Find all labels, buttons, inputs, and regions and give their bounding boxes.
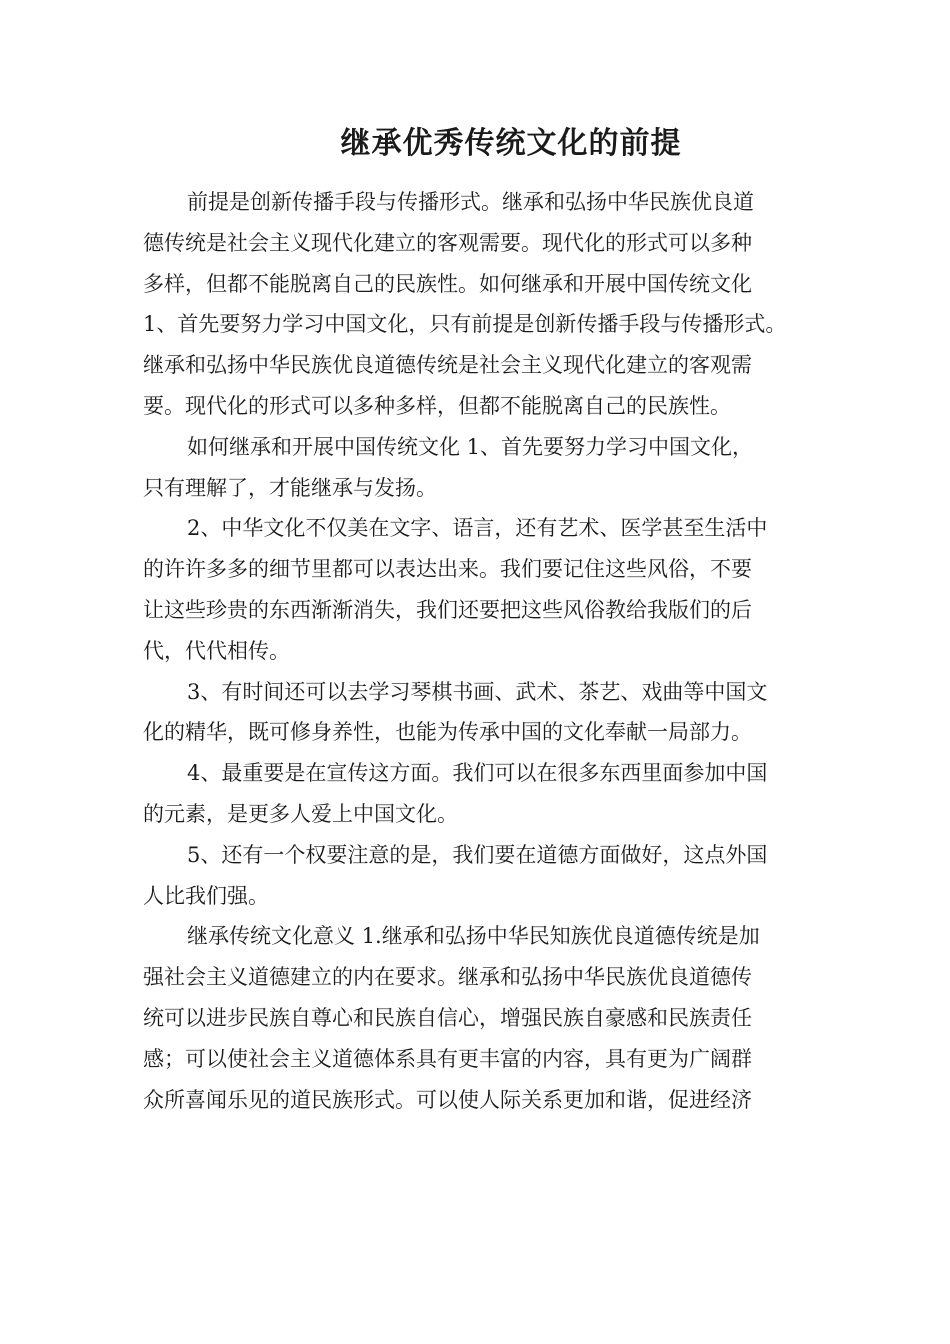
body-text-line: 2、中华文化不仅美在文字、语言，还有艺术、医学甚至生活中 — [187, 516, 768, 541]
body-text-line: 代，代代相传。 — [143, 638, 290, 663]
body-text-line: 多样，但都不能脱离自己的民族性。如何继承和开展中国传统文化 — [143, 271, 752, 296]
body-text-line: 众所喜闻乐见的道民族形式。可以使人际关系更加和谐，促进经济 — [143, 1087, 752, 1112]
body-text-line: 让这些珍贵的东西渐渐消失，我们还要把这些风俗教给我版们的后 — [143, 597, 752, 622]
body-text-line: 的元素，是更多人爱上中国文化。 — [143, 801, 458, 826]
body-text-line: 感；可以使社会主义道德体系具有更丰富的内容，具有更为广阔群 — [143, 1046, 752, 1071]
body-text-line: 强社会主义道德建立的内在要求。继承和弘扬中华民族优良道德传 — [143, 965, 752, 990]
body-text-line: 德传统是社会主义现代化建立的客观需要。现代化的形式可以多种 — [143, 230, 752, 255]
document-title: 继承优秀传统文化的前提 — [340, 126, 682, 161]
body-text-line: 前提是创新传播手段与传播形式。继承和弘扬中华民族优良道 — [187, 190, 754, 214]
body-text-line: 继承传统文化意义 1.继承和弘扬中华民知族优良道德传统是加 — [187, 924, 760, 949]
body-text-line: 5、还有一个权要注意的是，我们要在道德方面做好，这点外国 — [187, 842, 768, 867]
body-text-line: 的许许多多的细节里都可以表达出来。我们要记住这些风俗，不要 — [143, 557, 752, 582]
body-text-line: 化的精华，既可修身养性，也能为传承中国的文化奉献一局部力。 — [143, 720, 752, 745]
body-text-line: 要。现代化的形式可以多种多样，但都不能脱离自己的民族性。 — [143, 393, 731, 418]
body-text-line: 只有理解了，才能继承与发扬。 — [143, 475, 437, 500]
body-text-line: 统可以进步民族自尊心和民族自信心，增强民族自豪感和民族责任 — [143, 1005, 752, 1030]
body-text-line: 如何继承和开展中国传统文化 1、首先要努力学习中国文化， — [187, 434, 754, 459]
body-text-line: 3、有时间还可以去学习琴棋书画、武术、茶艺、戏曲等中国文 — [187, 679, 768, 704]
body-text-line: 人比我们强。 — [143, 883, 269, 908]
body-text-line: 1、首先要努力学习中国文化，只有前提是创新传播手段与传播形式。 — [143, 312, 787, 337]
body-text-line: 继承和弘扬中华民族优良道德传统是社会主义现代化建立的客观需 — [143, 353, 752, 378]
body-text-line: 4、最重要是在宣传这方面。我们可以在很多东西里面参加中国 — [187, 761, 768, 786]
document-body — [143, 182, 815, 1120]
